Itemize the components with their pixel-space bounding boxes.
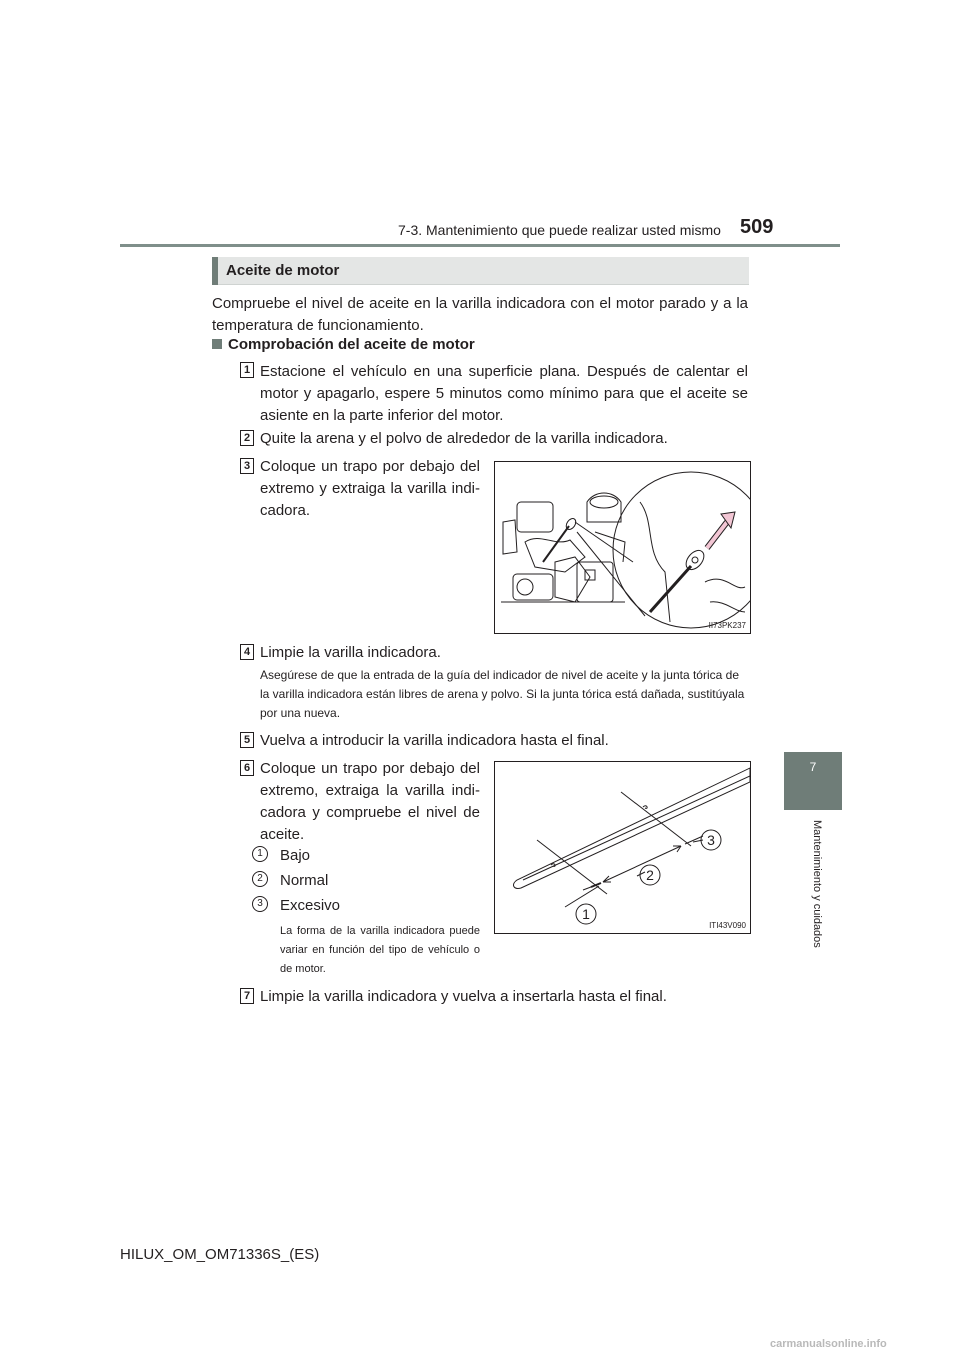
- step-text-6: Coloque un trapo por debajo del extremo, extraiga la varilla indi-cadora y compruebe el nivel de aceite.: [260, 760, 480, 843]
- figure-engine-dipstick: [494, 461, 751, 634]
- step-badge-6: 6: [240, 760, 254, 776]
- step-badge-7: 7: [240, 988, 254, 1004]
- level-label-excess: Excesivo: [280, 897, 341, 914]
- fig-label-2: 2: [646, 867, 654, 883]
- step-text-5: Vuelva a introducir la varilla indicadora hasta el final.: [260, 732, 609, 749]
- level-label-normal: Normal: [280, 872, 329, 889]
- fig-label-3: 3: [707, 832, 715, 848]
- step-text-4: Limpie la varilla indicadora.: [260, 644, 441, 661]
- level-num-3: 3: [252, 896, 268, 912]
- step-note-6: La forma de la varilla indicadora puede variar en función del tipo de vehículo o de motor.: [280, 925, 480, 975]
- step-badge-5: 5: [240, 732, 254, 748]
- figure-code-2: ITI43V090: [709, 921, 746, 930]
- header-divider: [120, 244, 840, 247]
- section-title: Aceite de motor: [226, 262, 340, 279]
- intro-paragraph: Compruebe el nivel de aceite en la varilla indicadora con el motor parado y a la temperatura de funcionamiento.: [212, 295, 748, 334]
- figure-code-1: II73PK237: [708, 621, 746, 630]
- level-num-1: 1: [252, 846, 268, 862]
- sub-heading: [212, 336, 475, 353]
- step-note-4: Asegúrese de que la entrada de la guía del indicador de nivel de aceite y la junta tórica de la varilla indicadora están libres de arena y polvo. Si la junta tórica está dañada, sustitúyala por una nueva.: [260, 668, 745, 720]
- page-number: 509: [740, 216, 774, 238]
- step-text-3: Coloque un trapo por debajo del extremo y extraiga la varilla indi-cadora.: [260, 458, 480, 519]
- level-label-low: Bajo: [280, 847, 311, 864]
- header-section-title: 7-3. Mantenimiento que puede realizar usted mismo: [398, 222, 721, 238]
- dipstick-level-illustration: [495, 762, 750, 933]
- watermark: carmanualsonline.info: [770, 1338, 887, 1350]
- step-text-1: Estacione el vehículo en una superficie plana. Después de calentar el motor y apagarlo, espere 5 minutos como mínimo para que el aceite se asiente en la parte inferior del motor.: [260, 363, 748, 424]
- engine-illustration: [495, 462, 750, 633]
- chapter-number: 7: [809, 760, 817, 774]
- section-header-accent: [212, 257, 218, 285]
- step-text-7: Limpie la varilla indicadora y vuelva a insertarla hasta el final.: [260, 988, 667, 1005]
- footer-document-code: HILUX_OM_OM71336S_(ES): [120, 1246, 320, 1263]
- square-bullet-icon: [212, 339, 222, 349]
- figure-dipstick-levels: [494, 761, 751, 934]
- sub-heading-text: Comprobación del aceite de motor: [228, 336, 475, 353]
- step-badge-3: 3: [240, 458, 254, 474]
- step-text-2: Quite la arena y el polvo de alrededor de la varilla indicadora.: [260, 430, 668, 447]
- chapter-label: Mantenimiento y cuidados: [811, 820, 823, 948]
- level-num-2: 2: [252, 871, 268, 887]
- fig-label-1: 1: [582, 906, 590, 922]
- step-badge-2: 2: [240, 430, 254, 446]
- step-badge-1: 1: [240, 362, 254, 378]
- step-badge-4: 4: [240, 644, 254, 660]
